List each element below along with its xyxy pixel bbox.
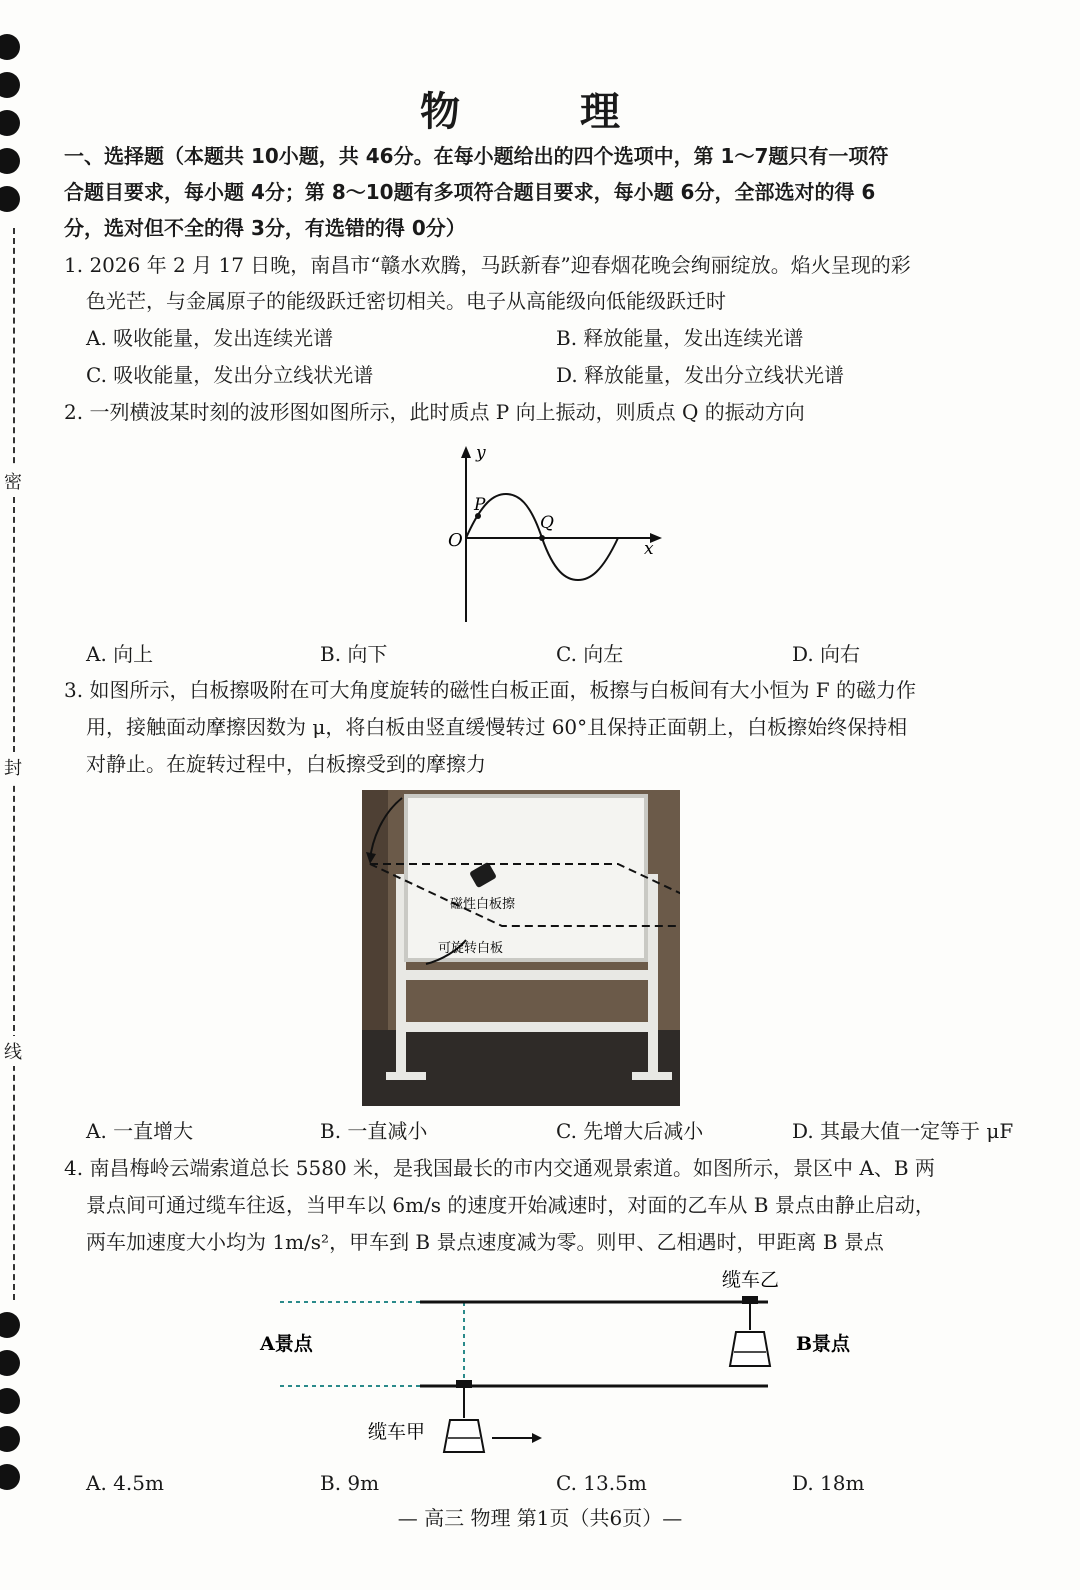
- car-b-grip: [742, 1296, 758, 1304]
- y-axis-label: y: [476, 443, 486, 463]
- q1-option-c: C. 吸收能量，发出分立线状光谱: [86, 363, 374, 387]
- binding-hole: [0, 148, 20, 174]
- q4-option-c: C. 13.5m: [556, 1471, 647, 1495]
- x-axis-label: x: [644, 539, 654, 559]
- spot-a-label: A景点: [260, 1333, 313, 1355]
- q2-option-c: C. 向左: [556, 642, 624, 666]
- y-axis-arrow: [461, 446, 471, 458]
- q1-stem-line: 1. 2026 年 2 月 17 日晚，南昌市“赣水欢腾，马跃新春”迎春烟花晚会绚丽绽放。焰火呈现的彩: [64, 253, 911, 277]
- photo-floor: [362, 1030, 680, 1106]
- seal-char-xian: 线: [4, 1036, 22, 1066]
- car-b-cabin: [730, 1332, 770, 1366]
- section-heading-line: 一、选择题（本题共 10小题，共 46分。在每小题给出的四个选项中，第 1～7题只有一项符: [64, 144, 889, 168]
- q3-option-c: C. 先增大后减小: [556, 1119, 704, 1143]
- q-label: Q: [540, 513, 554, 533]
- binding-hole: [0, 1350, 20, 1376]
- car-a-cabin: [444, 1420, 484, 1452]
- q4-option-d: D. 18m: [792, 1471, 865, 1495]
- q2-option-b: B. 向下: [320, 642, 388, 666]
- car-b-label: 缆车乙: [722, 1269, 780, 1291]
- q2-stem-line: 2. 一列横波某时刻的波形图如图所示，此时质点 P 向上振动，则质点 Q 的振动方向: [64, 400, 805, 424]
- car-a-grip: [456, 1380, 472, 1388]
- cable-car-figure: [250, 1262, 890, 1462]
- section-heading-line: 分，选对但不全的得 3分，有选错的得 0分）: [64, 216, 466, 240]
- q1-option-a: A. 吸收能量，发出连续光谱: [86, 326, 334, 350]
- section-heading-line: 合题目要求，每小题 4分；第 8～10题有多项符合题目要求，每小题 6分，全部选对的得 6: [64, 180, 876, 204]
- q4-option-a: A. 4.5m: [86, 1471, 164, 1495]
- stand-foot-left: [386, 1072, 426, 1080]
- wave-graph-figure: [430, 442, 680, 632]
- stand-crossbar-lower: [402, 1022, 654, 1032]
- page-title: 物 理: [420, 88, 660, 135]
- binding-hole: [0, 1464, 20, 1490]
- whiteboard: [406, 796, 646, 960]
- seal-char-feng: 封: [4, 752, 22, 782]
- q1-stem-line: 色光芒，与金属原子的能级跃迁密切相关。电子从高能级向低能级跃迁时: [86, 289, 726, 313]
- binding-hole: [0, 1312, 20, 1338]
- binding-hole: [0, 186, 20, 212]
- page-footer: — 高三 物理 第1页（共6页）—: [397, 1506, 683, 1530]
- q1-option-d: D. 释放能量，发出分立线状光谱: [556, 363, 845, 387]
- q3-stem-line: 3. 如图所示，白板擦吸附在可大角度旋转的磁性白板正面，板擦与白板间有大小恒为 F 的磁力作: [64, 678, 917, 702]
- q3-option-a: A. 一直增大: [86, 1119, 194, 1143]
- stand-foot-right: [632, 1072, 672, 1080]
- seal-char-mi: 密: [4, 466, 22, 496]
- stand-crossbar-upper: [402, 970, 654, 980]
- q4-stem-line: 景点间可通过缆车往返，当甲车以 6m/s 的速度开始减速时，对面的乙车从 B 景点由静止启动，: [86, 1193, 935, 1217]
- q2-option-a: A. 向上: [86, 642, 154, 666]
- q4-option-b: B. 9m: [320, 1471, 380, 1495]
- q2-option-d: D. 向右: [792, 642, 861, 666]
- q3-stem-line: 对静止。在旋转过程中，白板擦受到的摩擦力: [86, 752, 486, 776]
- spot-b-label: B景点: [796, 1333, 851, 1355]
- q3-option-b: B. 一直减小: [320, 1119, 428, 1143]
- binding-hole: [0, 1426, 20, 1452]
- binding-hole: [0, 1388, 20, 1414]
- q1-option-b: B. 释放能量，发出连续光谱: [556, 326, 804, 350]
- q4-stem-line: 4. 南昌梅岭云端索道总长 5580 米，是我国最长的市内交通观景索道。如图所示，景区中 A、B 两: [64, 1156, 935, 1180]
- q4-stem-line: 两车加速度大小均为 1m/s²，甲车到 B 景点速度减为零。则甲、乙相遇时，甲距离 B 景点: [86, 1230, 884, 1254]
- q3-stem-line: 用，接触面动摩擦因数为 μ，将白板由竖直缓慢转过 60°且保持正面朝上，白板擦始终保持相: [86, 715, 908, 739]
- origin-label: O: [448, 530, 463, 551]
- board-label: 可旋转白板: [438, 941, 504, 956]
- binding-hole: [0, 34, 20, 60]
- motion-arrowhead: [532, 1433, 542, 1443]
- whiteboard-photo-figure: [362, 790, 680, 1106]
- binding-margin: [0, 0, 40, 1590]
- eraser-label: 磁性白板擦: [450, 897, 516, 912]
- p-label: P: [474, 495, 486, 515]
- point-q: [539, 535, 545, 541]
- car-a-label: 缆车甲: [368, 1421, 426, 1443]
- q3-option-d: D. 其最大值一定等于 μF: [792, 1119, 1014, 1143]
